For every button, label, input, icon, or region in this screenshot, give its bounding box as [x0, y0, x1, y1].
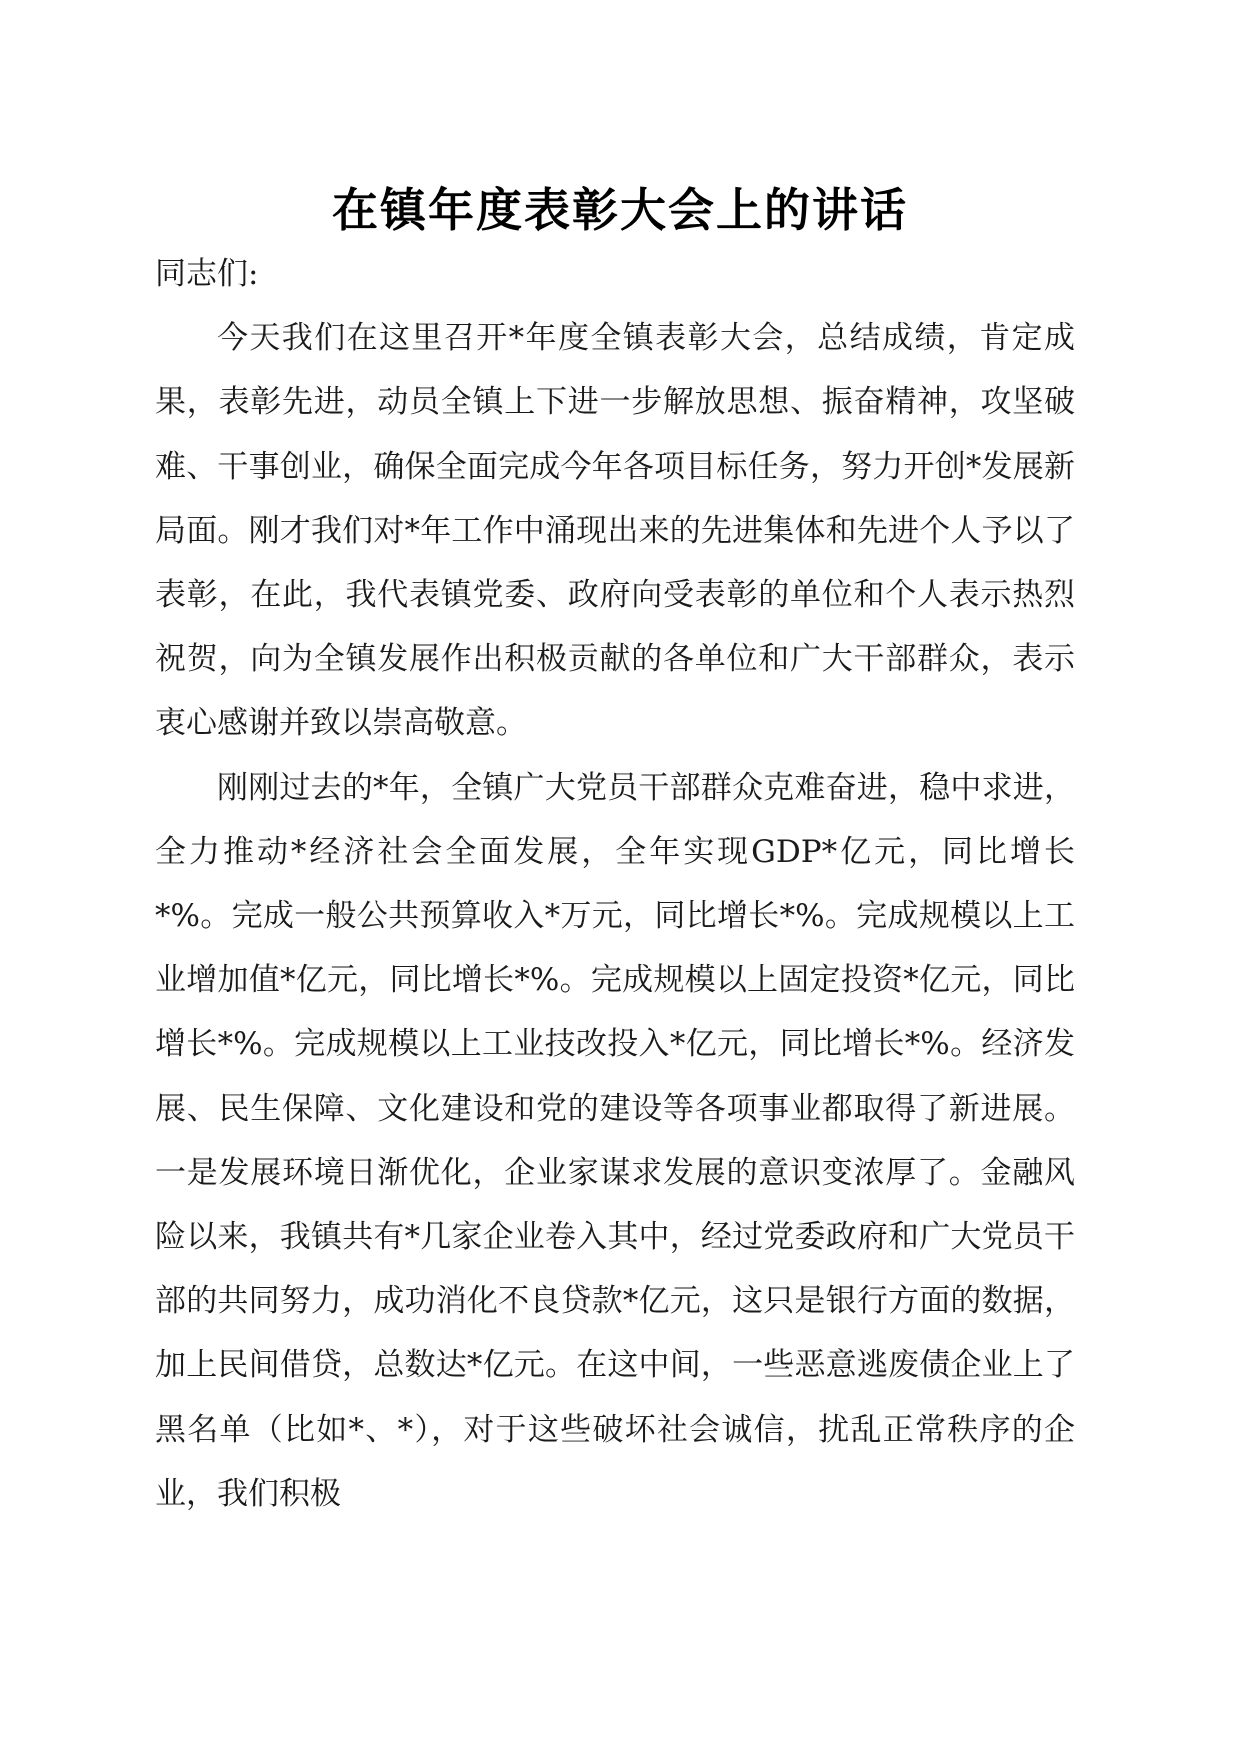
paragraph-2: 刚刚过去的*年，全镇广大党员干部群众克难奋进，稳中求进，全力推动*经济社会全面发展，全年实现GDP*亿元，同比增长*%。完成一般公共预算收入*万元，同比增长*%。完成规模以上工业增加值*亿元，同比增长*%。完成规模以上固定投资*亿元，同比增长*%。完成规模以上工业技改投入*亿元，同比增长*%。经济发展、民生保障、文化建设和党的建设等各项事业都取得了新进展。一是发展环境日渐优化，企业家谋求发展的意识变浓厚了。金融风险以来，我镇共有*几家企业卷入其中，经过党委政府和广大党员干部的共同努力，成功消化不良贷款*亿元，这只是银行方面的数据，加上民间借贷，总数达*亿元。在这中间，一些恶意逃废债企业上了黑名单（比如*、*），对于这些破坏社会诚信，扰乱正常秩序的企业，我们积极 [155, 769, 1075, 1512]
paragraph-1: 今天我们在这里召开*年度全镇表彰大会，总结成绩，肯定成果，表彰先进，动员全镇上下进一步解放思想、振奋精神，攻坚破难、干事创业，确保全面完成今年各项目标任务，努力开创*发展新局面。刚才我们对*年工作中涌现出来的先进集体和先进个人予以了表彰，在此，我代表镇党委、政府向受表彰的单位和个人表示热烈祝贺，向为全镇发展作出积极贡献的各单位和广大干部群众，表示衷心感谢并致以崇高敬意。 [155, 320, 1075, 742]
document-body [155, 242, 1075, 1526]
salutation: 同志们: [155, 256, 259, 292]
document-title: 在镇年度表彰大会上的讲话 [332, 183, 908, 237]
